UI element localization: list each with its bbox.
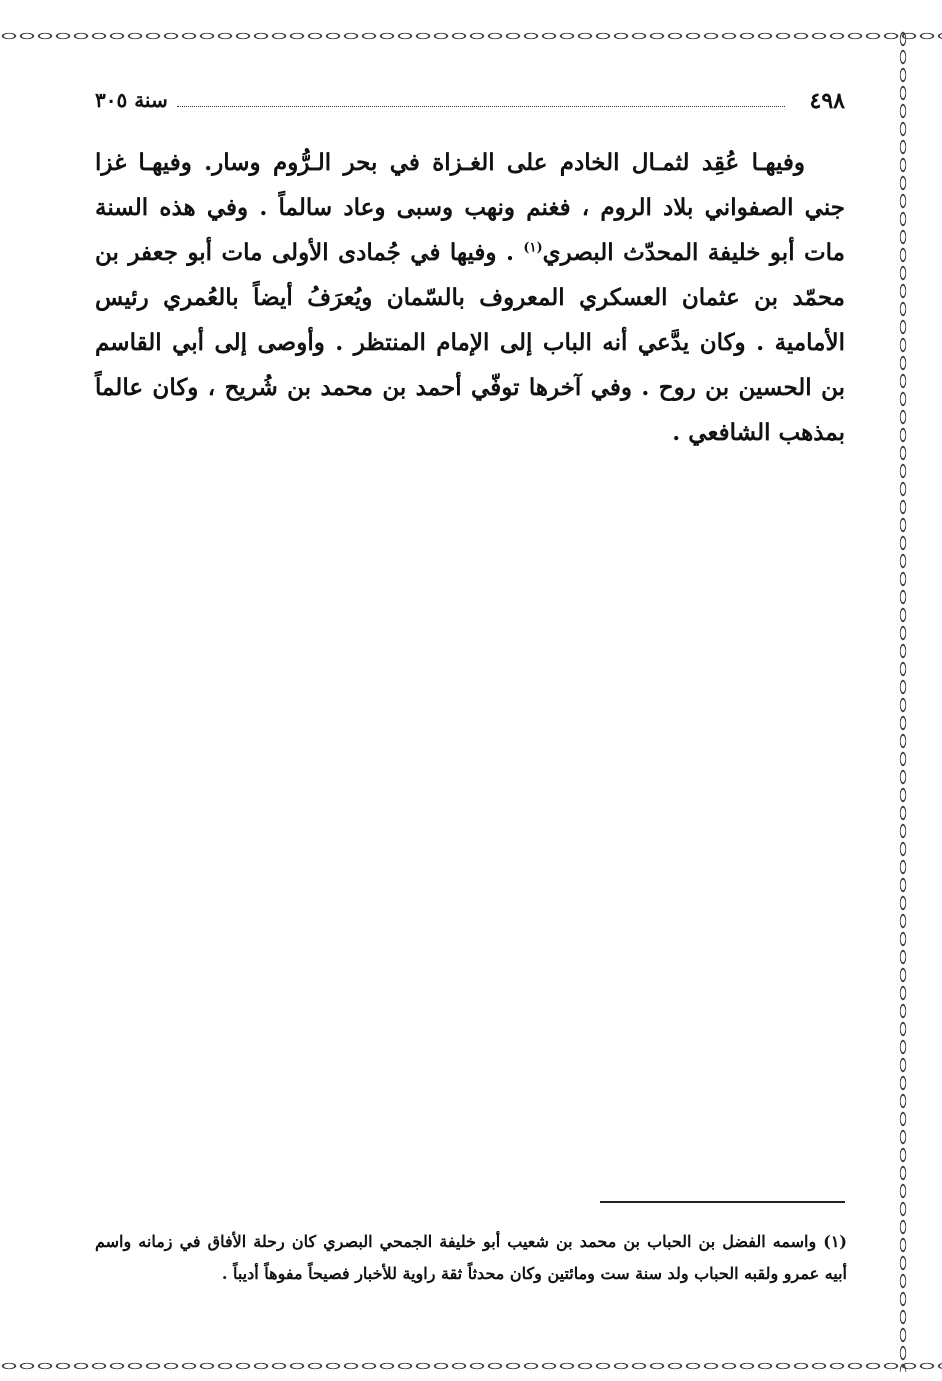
decorative-border-top bbox=[0, 30, 942, 42]
footnote bbox=[95, 1226, 847, 1290]
page-header bbox=[95, 88, 845, 122]
running-head: سنة ٣٠٥ bbox=[95, 88, 168, 112]
decorative-border-bottom bbox=[0, 1360, 942, 1372]
text-before-note: وفيهـا عُقِد لثمـال الخادم على الغـزاة في بحر الـرُّوم وسار. وفيهـا غزا جني الصفواني بلاد الروم ، فغنم ونهب وسبى وعاد سالماً . وفي هذه السنة مات أبو خليفة المحدّث البصري bbox=[95, 149, 845, 266]
page-number: ٤٩٨ bbox=[809, 88, 845, 114]
paragraph bbox=[95, 140, 845, 455]
footnote-text: (١) واسمه الفضل بن الحباب بن محمد بن شعيب أبو خليفة الجمحي البصري كان رحلة الأفاق في زمانه واسم أبيه عمرو ولقبه الحباب ولد سنة ست ومائتين وكان محدثاً ثقة راوية للأخبار فصيحاً مفوهاً أديباً . bbox=[95, 1232, 847, 1283]
header-rule bbox=[177, 106, 785, 107]
footnote-separator bbox=[600, 1201, 845, 1203]
text-after-note: . وفيها في جُمادى الأولى مات أبو جعفر بن محمّد بن عثمان العسكري المعروف بالسّمان ويُعرَفُ أيضاً بالعُمري رئيس الأمامية . وكان يدَّعي أنه الباب إلى الإمام المنتظر . وأوصى إلى أبي القاسم بن الحسين بن روح . وفي آخرها توفّي أحمد بن محمد بن شُريح ، وكان عالماً بمذهب الشافعي . bbox=[95, 239, 845, 446]
footnote-marker: (١) bbox=[523, 240, 543, 256]
decorative-border-right bbox=[897, 30, 909, 1372]
main-text bbox=[95, 140, 845, 455]
